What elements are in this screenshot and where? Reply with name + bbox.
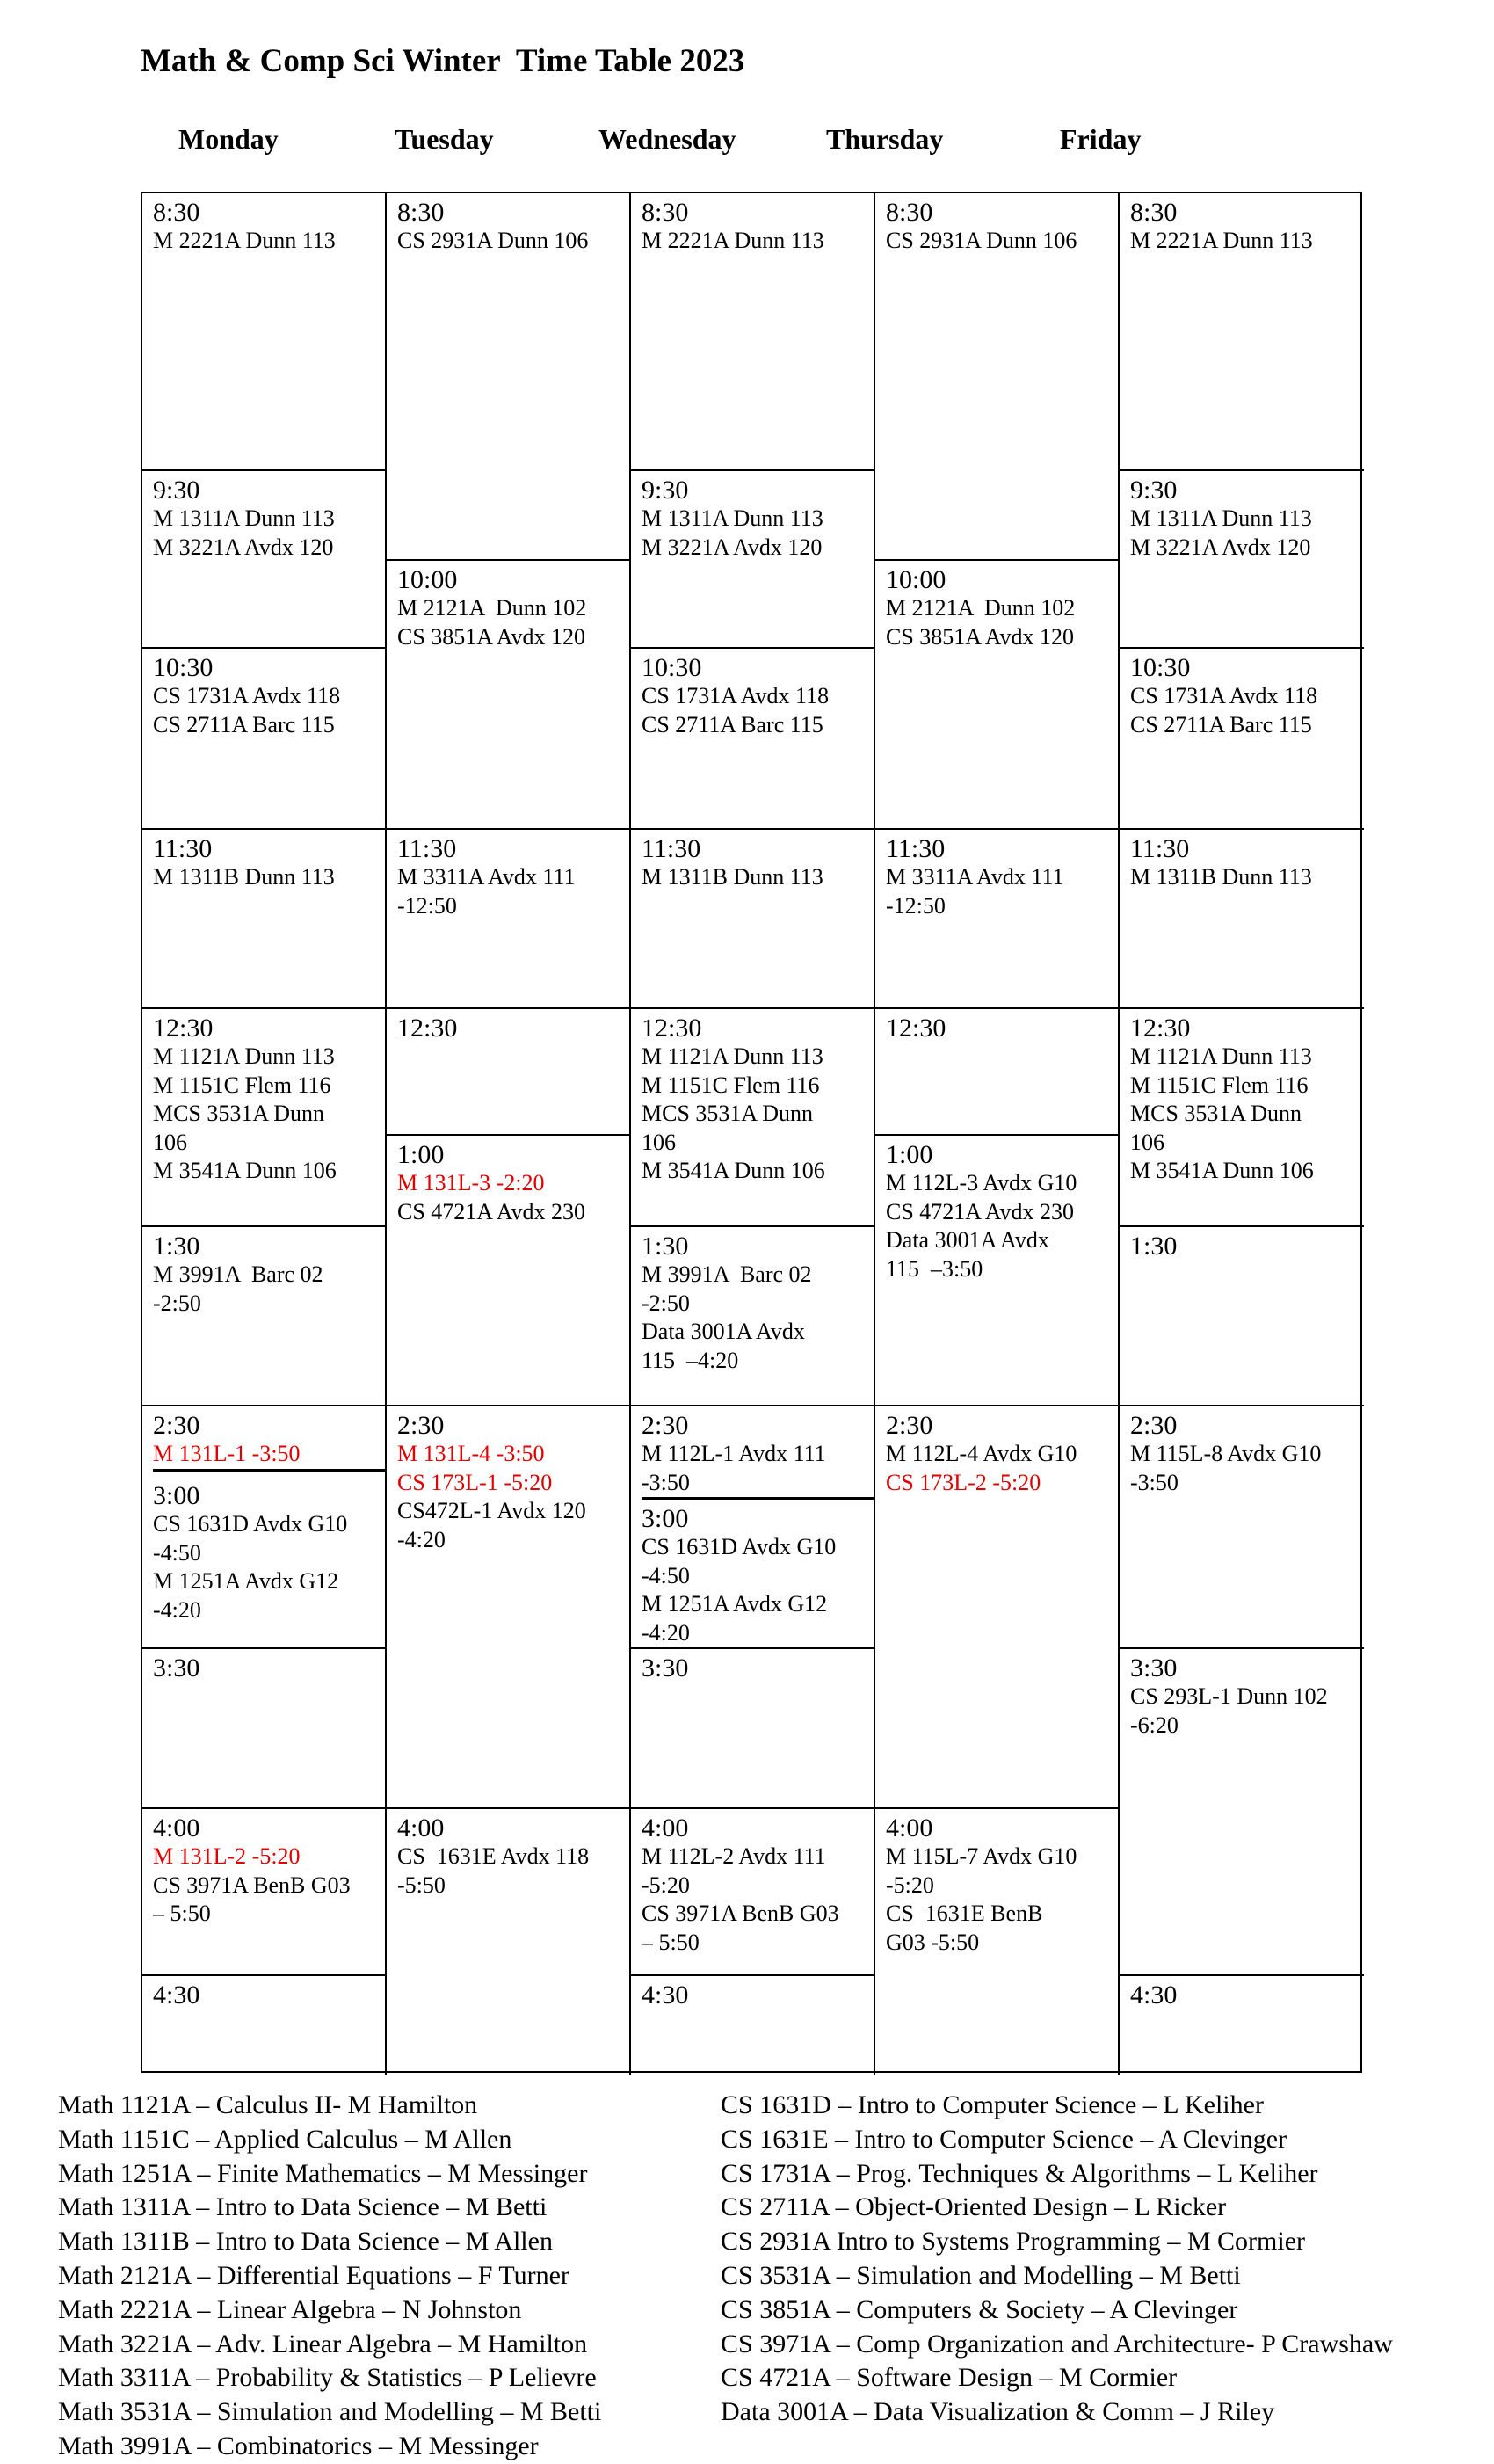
slot-time: 3:30 (642, 1654, 689, 1683)
class-entry: 106 (1130, 1129, 1164, 1155)
time-slot-wednesday (631, 1406, 875, 1500)
class-entry: M 131L-3 -2:20 (397, 1170, 545, 1196)
class-entry: CS 293L-1 Dunn 102 (1130, 1683, 1328, 1709)
class-entry: -4:20 (397, 1526, 446, 1552)
class-entry: M 2221A Dunn 113 (1130, 228, 1313, 253)
class-entry: M 1251A Avdx G12 (642, 1591, 828, 1617)
slot-time: 12:30 (153, 1014, 214, 1043)
slot-time: 8:30 (1130, 198, 1178, 227)
time-slot-wednesday (631, 1649, 875, 1809)
class-entry: M 112L-2 Avdx 111 (642, 1843, 826, 1869)
class-entry: 115 –4:20 (642, 1347, 739, 1373)
day-header-tuesday: Tuesday (395, 123, 494, 155)
class-entry: M 1311B Dunn 113 (153, 864, 335, 890)
legend-item: CS 3531A – Simulation and Modelling – M Betti (721, 2260, 1241, 2290)
time-slot-monday (142, 1477, 387, 1649)
time-slot-monday (142, 1649, 387, 1809)
time-slot-friday (1120, 193, 1364, 471)
slot-time: 9:30 (642, 476, 689, 505)
class-entry: CS 173L-1 -5:20 (397, 1469, 553, 1495)
time-slot-thursday (875, 1009, 1120, 1136)
time-slot-wednesday (631, 649, 875, 830)
slot-time: 10:00 (886, 565, 946, 594)
slot-time: 1:00 (397, 1140, 445, 1169)
slot-time: 4:00 (153, 1813, 200, 1843)
time-slot-monday (142, 1976, 387, 2075)
class-entry: -4:20 (642, 1619, 690, 1646)
legend-item: Math 1121A – Calculus II- M Hamilton (58, 2090, 478, 2119)
legend-item: CS 1631D – Intro to Computer Science – L Keliher (721, 2090, 1264, 2119)
legend-item: Math 3221A – Adv. Linear Algebra – M Hamilton (58, 2329, 588, 2359)
slot-time: 11:30 (886, 834, 946, 863)
class-entry: -4:50 (642, 1562, 690, 1588)
time-slot-tuesday (387, 1406, 631, 1809)
class-entry: M 1121A Dunn 113 (642, 1043, 823, 1069)
time-slot-tuesday (387, 561, 631, 830)
time-slot-wednesday (631, 471, 875, 649)
time-slot-thursday (875, 561, 1120, 830)
slot-time: 4:00 (642, 1813, 689, 1843)
class-entry: -5:20 (642, 1872, 690, 1898)
class-entry: -2:50 (153, 1290, 201, 1316)
legend-item: CS 3851A – Computers & Society – A Clevinger (721, 2294, 1238, 2324)
time-slot-tuesday (387, 193, 631, 561)
class-entry: M 1151C Flem 116 (642, 1072, 820, 1098)
time-slot-friday (1120, 1649, 1364, 1976)
slot-time: 1:00 (886, 1140, 933, 1169)
slot-time: 3:00 (642, 1504, 689, 1533)
legend-item: CS 2711A – Object-Oriented Design – L Ricker (721, 2192, 1227, 2222)
slot-time: 9:30 (153, 476, 200, 505)
time-slot-friday (1120, 1406, 1364, 1649)
class-entry: M 131L-4 -3:50 (397, 1441, 545, 1466)
slot-time: 9:30 (1130, 476, 1178, 505)
class-entry: -4:50 (153, 1539, 201, 1566)
legend-item: Math 2221A – Linear Algebra – N Johnston (58, 2294, 522, 2324)
class-entry: Data 3001A Avdx (886, 1227, 1049, 1253)
class-entry: CS 2711A Barc 115 (1130, 711, 1312, 738)
slot-time: 8:30 (153, 198, 200, 227)
class-entry: CS 3851A Avdx 120 (886, 623, 1075, 650)
class-entry: M 1311A Dunn 113 (1130, 505, 1312, 531)
class-entry: CS 3971A BenB G03 (153, 1872, 351, 1898)
class-entry: -3:50 (1130, 1469, 1179, 1495)
class-entry: CS 2711A Barc 115 (153, 711, 335, 738)
legend-item: Math 1311B – Intro to Data Science – M Allen (58, 2227, 553, 2257)
class-entry: CS 4721A Avdx 230 (397, 1198, 586, 1225)
legend-math-courses (58, 2089, 601, 2464)
time-slot-tuesday (387, 1136, 631, 1406)
class-entry: M 112L-3 Avdx G10 (886, 1170, 1077, 1196)
class-entry: CS 2931A Dunn 106 (397, 228, 589, 253)
time-slot-tuesday (387, 830, 631, 1009)
slot-time: 1:30 (153, 1232, 200, 1261)
time-slot-wednesday (631, 193, 875, 471)
time-slot-friday (1120, 1009, 1364, 1227)
slot-time: 2:30 (1130, 1411, 1178, 1440)
day-header-thursday: Thursday (826, 123, 944, 155)
slot-time: 12:30 (886, 1014, 946, 1043)
time-slot-thursday (875, 1809, 1120, 2075)
slot-time: 12:30 (642, 1014, 702, 1043)
class-entry: M 1311B Dunn 113 (1130, 864, 1312, 890)
class-entry: CS472L-1 Avdx 120 (397, 1498, 586, 1523)
class-entry: M 1311B Dunn 113 (642, 864, 823, 890)
time-slot-friday (1120, 830, 1364, 1009)
time-slot-wednesday (631, 1227, 875, 1406)
class-entry: M 3991A Barc 02 (642, 1261, 812, 1287)
slot-time: 11:30 (642, 834, 701, 863)
slot-time: 3:00 (153, 1481, 200, 1510)
class-entry: CS 1631E BenB (886, 1901, 1043, 1926)
time-slot-thursday (875, 1406, 1120, 1809)
legend-item: Math 3991A – Combinatorics – M Messinger (58, 2431, 539, 2460)
slot-time: 2:30 (397, 1411, 445, 1440)
class-entry: CS 1631D Avdx G10 (153, 1511, 348, 1537)
legend-item: CS 1631E – Intro to Computer Science – A Clevinger (721, 2124, 1287, 2154)
slot-time: 4:30 (153, 1981, 200, 2010)
class-entry: M 112L-4 Avdx G10 (886, 1441, 1077, 1466)
class-entry: M 2221A Dunn 113 (642, 228, 824, 253)
class-entry: M 1151C Flem 116 (153, 1072, 331, 1098)
legend-item: Math 3311A – Probability & Statistics – P Lelievre (58, 2363, 597, 2393)
slot-time: 2:30 (153, 1411, 200, 1440)
time-slot-monday (142, 1809, 387, 1976)
class-entry: -2:50 (642, 1290, 690, 1316)
slot-time: 2:30 (642, 1411, 689, 1440)
class-entry: M 3541A Dunn 106 (1130, 1158, 1314, 1183)
class-entry: M 2121A Dunn 102 (397, 595, 587, 621)
class-entry: M 1151C Flem 116 (1130, 1072, 1309, 1098)
time-slot-friday (1120, 649, 1364, 830)
legend-item: CS 3971A – Comp Organization and Architecture- P Crawshaw (721, 2329, 1393, 2359)
class-entry: -5:50 (397, 1872, 446, 1898)
time-slot-monday (142, 649, 387, 830)
class-entry: CS 3971A BenB G03 (642, 1901, 839, 1926)
slot-time: 10:30 (1130, 653, 1191, 682)
slot-time: 4:00 (397, 1813, 445, 1843)
legend-item: Math 1151C – Applied Calculus – M Allen (58, 2124, 512, 2154)
class-entry: M 3541A Dunn 106 (642, 1158, 825, 1183)
class-entry: MCS 3531A Dunn (642, 1101, 814, 1126)
class-entry: CS 173L-2 -5:20 (886, 1469, 1041, 1495)
time-slot-monday (142, 1009, 387, 1227)
slot-time: 10:30 (642, 653, 702, 682)
time-slot-tuesday (387, 1009, 631, 1136)
timetable-grid (141, 192, 1362, 2073)
time-slot-friday (1120, 471, 1364, 649)
class-entry: M 3541A Dunn 106 (153, 1158, 337, 1183)
class-entry: M 1311A Dunn 113 (153, 505, 335, 531)
time-slot-monday (142, 1406, 387, 1477)
class-entry: M 1121A Dunn 113 (1130, 1043, 1312, 1069)
class-entry: -12:50 (397, 892, 457, 919)
class-entry: MCS 3531A Dunn (1130, 1101, 1302, 1126)
class-entry: 106 (153, 1129, 187, 1155)
class-entry: M 3991A Barc 02 (153, 1261, 323, 1287)
class-entry: MCS 3531A Dunn (153, 1101, 325, 1126)
class-entry: CS 2931A Dunn 106 (886, 228, 1077, 253)
slot-time: 11:30 (1130, 834, 1190, 863)
legend-cs-courses (721, 2089, 1393, 2430)
time-slot-wednesday (631, 830, 875, 1009)
class-entry: -12:50 (886, 892, 946, 919)
class-entry: M 1311A Dunn 113 (642, 505, 823, 531)
time-slot-thursday (875, 193, 1120, 561)
day-header-friday: Friday (1060, 123, 1142, 155)
legend-item: Math 2121A – Differential Equations – F Turner (58, 2260, 569, 2290)
time-slot-monday (142, 471, 387, 649)
class-entry: M 3221A Avdx 120 (153, 534, 334, 560)
class-entry: CS 1731A Avdx 118 (1130, 683, 1318, 709)
slot-time: 2:30 (886, 1411, 933, 1440)
class-entry: CS 1731A Avdx 118 (153, 683, 341, 709)
legend-item: Math 1311A – Intro to Data Science – M Betti (58, 2192, 548, 2222)
time-slot-wednesday (631, 1500, 875, 1649)
slot-time: 8:30 (886, 198, 933, 227)
legend-item: CS 4721A – Software Design – M Cormier (721, 2363, 1178, 2393)
page-title: Math & Comp Sci Winter Time Table 2023 (141, 43, 745, 79)
slot-time: 1:30 (1130, 1232, 1178, 1261)
time-slot-wednesday (631, 1009, 875, 1227)
time-slot-monday (142, 193, 387, 471)
class-entry: -6:20 (1130, 1712, 1179, 1738)
class-entry: M 2121A Dunn 102 (886, 595, 1076, 621)
class-entry: CS 3851A Avdx 120 (397, 623, 586, 650)
slot-time: 10:00 (397, 565, 458, 594)
time-slot-wednesday (631, 1976, 875, 2075)
class-entry: CS 4721A Avdx 230 (886, 1198, 1075, 1225)
day-header-wednesday: Wednesday (598, 123, 736, 155)
slot-time: 11:30 (153, 834, 213, 863)
class-entry: – 5:50 (642, 1929, 700, 1955)
class-entry: M 3221A Avdx 120 (1130, 534, 1311, 560)
class-entry: G03 -5:50 (886, 1929, 980, 1955)
class-entry: M 115L-7 Avdx G10 (886, 1843, 1077, 1869)
class-entry: -5:20 (886, 1872, 934, 1898)
class-entry: M 115L-8 Avdx G10 (1130, 1441, 1322, 1466)
class-entry: CS 1731A Avdx 118 (642, 683, 830, 709)
time-slot-friday (1120, 1976, 1364, 2075)
class-entry: M 131L-2 -5:20 (153, 1843, 301, 1869)
time-slot-tuesday (387, 1809, 631, 2075)
legend-item: Math 3531A – Simulation and Modelling – M Betti (58, 2397, 602, 2427)
class-entry: M 3221A Avdx 120 (642, 534, 823, 560)
slot-time: 3:30 (1130, 1654, 1178, 1683)
legend-item: Data 3001A – Data Visualization & Comm – J Riley (721, 2397, 1275, 2427)
class-entry: 115 –3:50 (886, 1255, 983, 1282)
class-entry: CS 2711A Barc 115 (642, 711, 823, 738)
class-entry: M 2221A Dunn 113 (153, 228, 336, 253)
slot-time: 12:30 (1130, 1014, 1191, 1043)
class-entry: -3:50 (642, 1469, 875, 1501)
legend-item: Math 1251A – Finite Mathematics – M Messinger (58, 2158, 588, 2188)
slot-time: 8:30 (642, 198, 689, 227)
slot-time: 8:30 (397, 198, 445, 227)
slot-time: 3:30 (153, 1654, 200, 1683)
time-slot-thursday (875, 1136, 1120, 1406)
class-entry: M 3311A Avdx 111 (886, 864, 1064, 890)
slot-time: 4:30 (1130, 1981, 1178, 2010)
time-slot-friday (1120, 1227, 1364, 1406)
class-entry: CS 1631D Avdx G10 (642, 1534, 837, 1559)
class-entry: M 1251A Avdx G12 (153, 1568, 339, 1594)
class-entry: M 112L-1 Avdx 111 (642, 1441, 826, 1466)
slot-time: 1:30 (642, 1232, 689, 1261)
class-entry: M 131L-1 -3:50 (153, 1440, 387, 1472)
day-header-monday: Monday (178, 123, 279, 155)
legend-item: CS 2931A Intro to Systems Programming – M Cormier (721, 2227, 1306, 2257)
class-entry: 106 (642, 1129, 676, 1155)
slot-time: 11:30 (397, 834, 457, 863)
class-entry: – 5:50 (153, 1901, 211, 1926)
slot-time: 12:30 (397, 1014, 458, 1043)
time-slot-thursday (875, 830, 1120, 1009)
time-slot-wednesday (631, 1809, 875, 1976)
time-slot-monday (142, 1227, 387, 1406)
legend-item: CS 1731A – Prog. Techniques & Algorithms – L Keliher (721, 2158, 1318, 2188)
class-entry: Data 3001A Avdx (642, 1319, 805, 1344)
slot-time: 4:30 (642, 1981, 689, 2010)
slot-time: 10:30 (153, 653, 214, 682)
class-entry: CS 1631E Avdx 118 (397, 1843, 590, 1869)
class-entry: -4:20 (153, 1596, 201, 1623)
slot-time: 4:00 (886, 1813, 933, 1843)
class-entry: M 3311A Avdx 111 (397, 864, 576, 890)
class-entry: M 1121A Dunn 113 (153, 1043, 335, 1069)
time-slot-monday (142, 830, 387, 1009)
